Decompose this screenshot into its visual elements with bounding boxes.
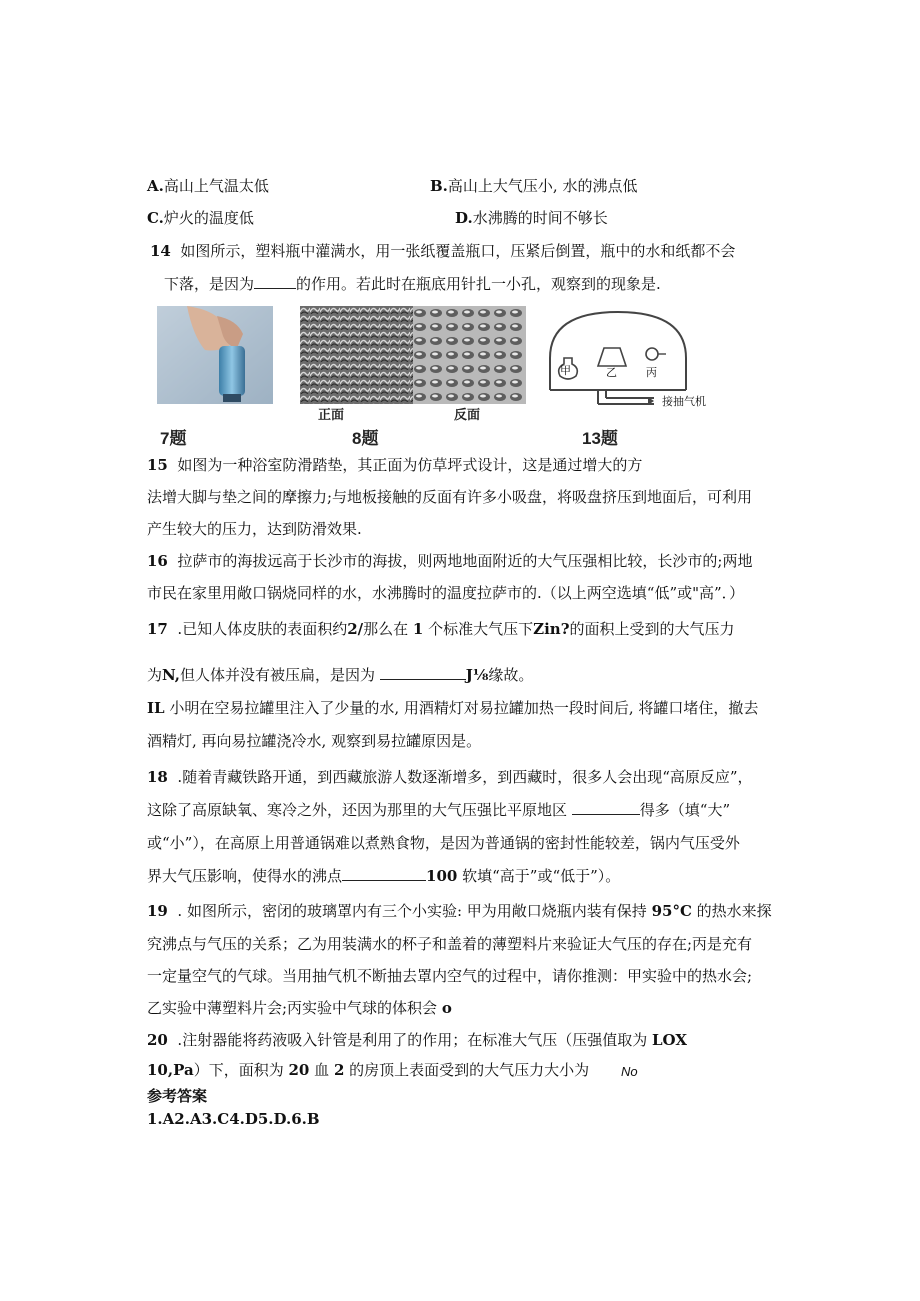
answer-blank[interactable] [572,800,640,815]
q15-line-2: 法增大脚与垫之间的摩擦力;与地板接触的反面有许多小吸盘，将吸盘挤压到地面后，可利用 [147,488,753,506]
q19-line-4: 乙实验中薄塑料片会;丙实验中气球的体积会 o [147,999,452,1017]
figure-13-caption: 13题 [582,429,618,448]
label-jia: 甲 [560,365,571,377]
q14-line-1: 14 如图所示，塑料瓶中灌满水，用一张纸覆盖瓶口，压紧后倒置，瓶中的水和纸都不会 [150,242,736,260]
option-a: A.高山上气温太低 [147,177,269,195]
q20-line-1: 20 .注射器能将药液吸入针管是利用了的作用；在标准大气压（压强值取为 LOX [147,1031,687,1049]
q19-line-2: 究沸点与气压的关系；乙为用装满水的杯子和盖着的薄塑料片来验证大气压的存在;丙是充有 [147,935,753,953]
q17-line-1: 17 .已知人体皮肤的表面积约2/那么在 1 个标准大气压下Zin?的面积上受到的大气压力 [147,620,735,638]
answer-blank[interactable] [380,665,466,680]
back-label: 反面 [450,404,484,423]
answer-blank[interactable] [342,866,426,881]
q18-line-3: 或“小”），在高原上用普通锅难以煮熟食物，是因为普通锅的密封性能较差，锅内气压受外 [147,834,740,852]
option-d: D.水沸腾的时间不够长 [455,209,608,227]
q19-line-1: 19 . 如图所示，密闭的玻璃罩内有三个小实验: 甲为用敞口烧瓶内装有保持 95°C 的热水来探 [147,902,772,920]
q18-line-4: 界大气压影响，使得水的沸点 100 软填“高于”或“低于”）。 [147,867,621,885]
q20-answer-no: No [621,1064,638,1079]
q18-line-1: 18 .随着青藏铁路开通，到西藏旅游人数逐渐增多，到西藏时，很多人会出现“高原反应”， [147,768,753,786]
answers-line: 1.A2.A3.C4.D5.D.6.B [147,1110,320,1128]
figure-8-caption: 8题 [352,429,379,448]
q18-line-2: 这除了高原缺氧、寒冷之外，还因为那里的大气压强比平原地区 得多（填“大” [147,801,731,819]
q15-line-1: 15 如图为一种浴室防滑踏垫，其正面为仿草坪式设计，这是通过增大的方 [147,456,643,474]
q14-line-2: 下落，是因为 的作用。若此时在瓶底用针扎一小孔，观察到的现象是. [164,275,661,293]
option-b: B.高山上大气压小, 水的沸点低 [430,177,638,195]
qil-line-1: IL 小明在空易拉罐里注入了少量的水, 用酒精灯对易拉罐加热一段时间后, 将罐口堵住，撤去 [147,699,759,717]
front-label: 正面 [314,404,348,423]
figure-8 [300,306,526,422]
figure-13 [538,308,728,418]
answers-heading: 参考答案 [147,1087,208,1105]
q15-line-3: 产生较大的压力，达到防滑效果. [147,520,362,538]
figure-7-caption: 7题 [160,429,187,448]
inverted-bottle-photo [157,306,273,404]
qil-line-2: 酒精灯, 再向易拉罐浇冷水, 观察到易拉罐原因是。 [147,732,482,750]
label-pump: 接抽气机 [662,396,706,408]
figure-7 [157,306,273,404]
q16-line-2: 市民在家里用敞口锅烧同样的水，水沸腾时的温度拉萨市的.（以上两空选填“低”或"高”．） [147,584,745,602]
label-yi: 乙 [606,367,617,379]
q19-line-3: 一定量空气的气球。当用抽气机不断抽去罩内空气的过程中，请你推测：甲实验中的热水会; [147,967,753,985]
option-c: C.炉火的温度低 [147,209,254,227]
q20-line-2: 10,Pa）下，面积为 20 血 2 的房顶上表面受到的大气压力大小为 [147,1061,590,1079]
q17-line-2: 为N,但人体并没有被压扁，是因为 J⅛缘故。 [147,666,534,684]
q16-line-1: 16 拉萨市的海拔远高于长沙市的海拔，则两地地面附近的大气压强相比较，长沙市的;两地 [147,552,753,570]
label-bing: 丙 [646,367,657,379]
answer-blank[interactable] [254,274,296,289]
anti-slip-mat-photo [300,306,526,411]
